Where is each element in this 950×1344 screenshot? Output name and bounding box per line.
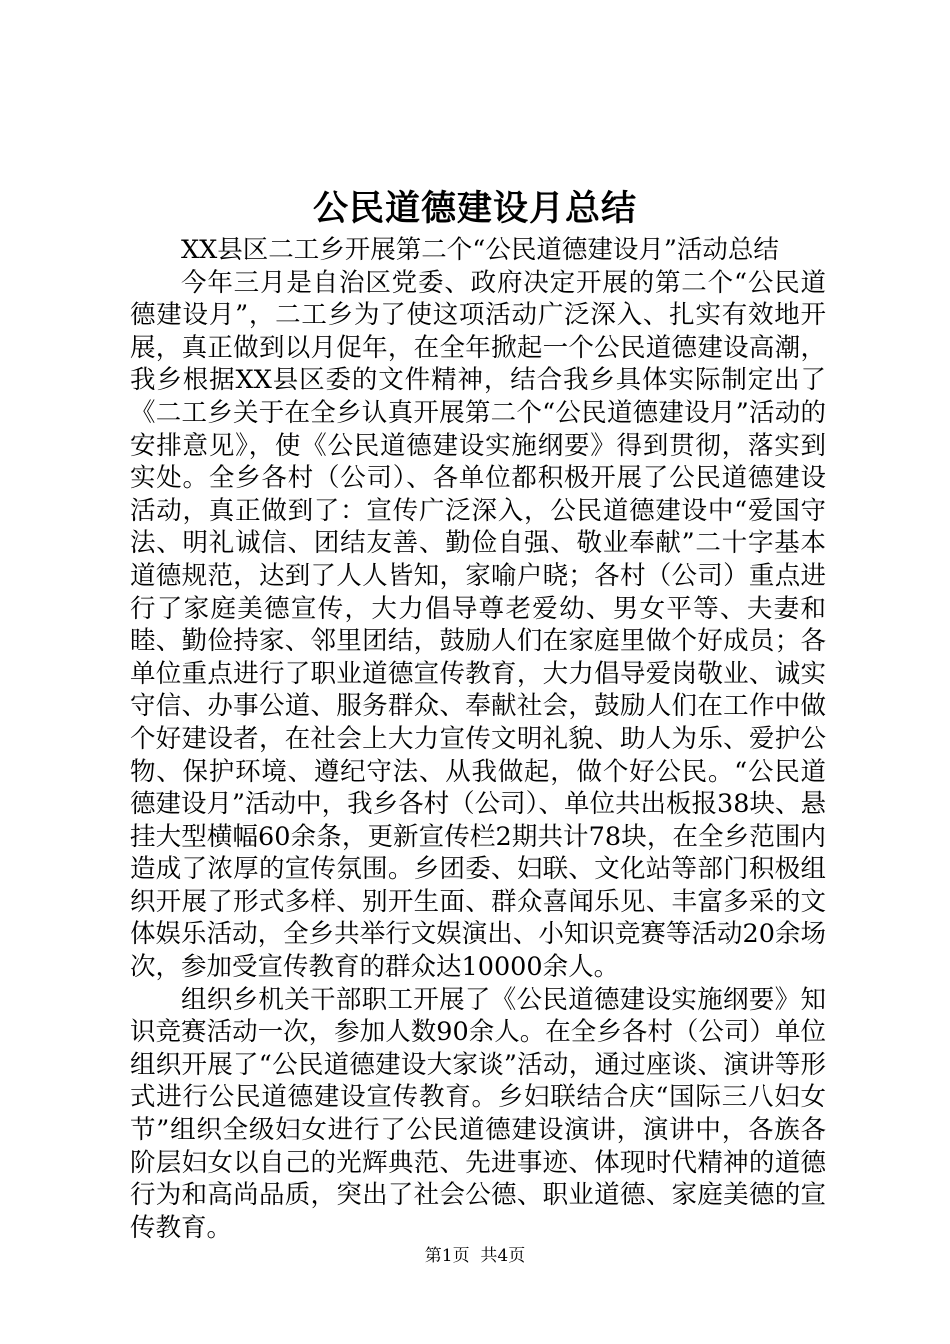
- paragraph-1: 今年三月是自治区党委、政府决定开展的第二个“公民道德建设月”，二工乡为了使这项活动广泛深入、扎实有效地开展，真正做到以月促年，在全年掀起一个公民道德建设高潮，我乡根据XX县区委的文件精神，结合我乡具体实际制定出了《二工乡关于在全乡认真开展第二个“公民道德建设月”活动的安排意见》，使《公民道德建设实施纲要》得到贯彻，落实到实处。全乡各村（公司）、各单位都积极开展了公民道德建设活动，真正做到了：宣传广泛深入，公民道德建设中“爱国守法、明礼诚信、团结友善、勤俭自强、敬业奉献”二十字基本道德规范，达到了人人皆知，家喻户晓；各村（公司）重点进行了家庭美德宣传，大力倡导尊老爱幼、男女平等、夫妻和睦、勤俭持家、邻里团结，鼓励人们在家庭里做个好成员；各单位重点进行了职业道德宣传教育，大力倡导爱岗敬业、诚实守信、办事公道、服务群众、奉献社会，鼓励人们在工作中做个好建设者，在社会上大力宣传文明礼貌、助人为乐、爱护公物、保护环境、遵纪守法、从我做起，做个好公民。“公民道德建设月”活动中，我乡各村（公司）、单位共出板报38块、悬挂大型横幅60余条，更新宣传栏2期共计78块，在全乡范围内造成了浓厚的宣传氛围。乡团委、妇联、文化站等部门积极组织开展了形式多样、别开生面、群众喜闻乐见、丰富多采的文体娱乐活动，全乡共举行文娱演出、小知识竞赛等活动20余场次，参加受宣传教育的群众达10000余人。: [130, 267, 826, 983]
- document-title: 公民道德建设月总结: [312, 189, 637, 229]
- document-body: [130, 234, 826, 1244]
- page-number: 第1页: [424, 1246, 470, 1266]
- paragraph-2: 组织乡机关干部职工开展了《公民道德建设实施纲要》知识竞赛活动一次，参加人数90余人。在全乡各村（公司）单位组织开展了“公民道德建设大家谈”活动，通过座谈、演讲等形式进行公民道德建设宣传教育。乡妇联结合庆“国际三八妇女节”组织全级妇女进行了公民道德建设演讲，演讲中，各族各阶层妇女以自己的光辉典范、先进事迹、体现时代精神的道德行为和高尚品质，突出了社会公德、职业道德、家庭美德的宣传教育。: [130, 984, 826, 1243]
- page-footer: [0, 1244, 950, 1268]
- document-subtitle: XX县区二工乡开展第二个“公民道德建设月”活动总结: [181, 235, 779, 265]
- page-total: 共4页: [480, 1246, 526, 1266]
